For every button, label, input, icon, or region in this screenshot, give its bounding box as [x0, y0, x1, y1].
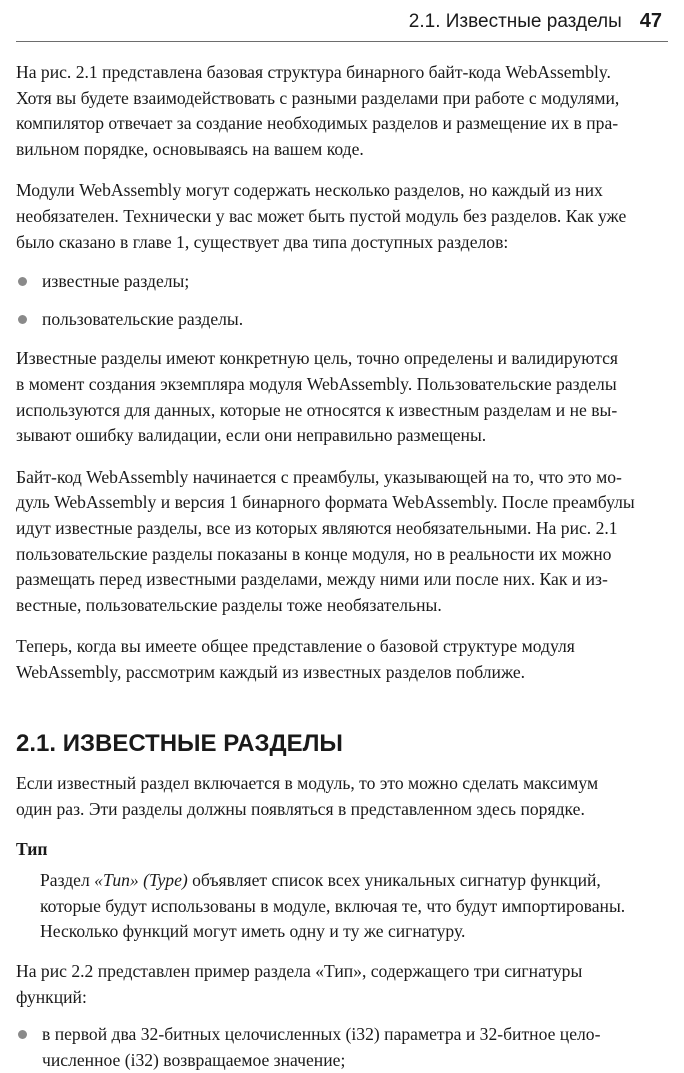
text-line: На рис 2.2 представлен пример раздела «Тип», содержащего три сигнатуры [16, 961, 583, 982]
paragraph-1 [16, 60, 670, 162]
text-line: Несколько функций могут иметь одну и ту же сигнатуру. [40, 921, 466, 942]
header-rule [16, 41, 668, 42]
section-title: 2.1. ИЗВЕСТНЫЕ РАЗДЕЛЫ [16, 730, 343, 758]
text-line: вильном порядке, основываясь на вашем коде. [16, 138, 364, 159]
paragraph-4 [16, 465, 670, 619]
text-line: один раз. Эти разделы должны появляться в представленном здесь порядке. [16, 799, 585, 820]
list-item [16, 1022, 670, 1073]
text-line: в момент создания экземпляра модуля WebAssembly. Пользовательские разделы [16, 373, 617, 394]
text-line: Хотя вы будете взаимодействовать с разными разделами при работе с модулями, [16, 87, 620, 108]
text-line: пользовательские разделы. [42, 308, 244, 329]
bullet-icon [18, 1030, 27, 1039]
text-line: Известные разделы имеют конкретную цель, точно определены и валидируются [16, 348, 619, 369]
text-line: компилятор отвечает за создание необходимых разделов и размещение их в пра- [16, 113, 619, 134]
text-line: зывают ошибку валидации, если они неправильно размещены. [16, 425, 487, 446]
text-line [40, 868, 670, 894]
type-definition [16, 868, 670, 945]
text-line: используются для данных, которые не относятся к известным разделам и не вы- [16, 399, 618, 420]
text-line: идут известные разделы, все из которых являются необязательными. На рис. 2.1 [16, 517, 618, 538]
running-title: 2.1. Известные разделы [408, 11, 622, 32]
def-rest: объявляет список всех уникальных сигнатур функций, [187, 870, 601, 891]
text-line: которые будут использованы в модуле, включая те, что будут импортированы. [40, 895, 626, 916]
text-line: необязателен. Технически у вас может быть пустой модуль без разделов. Как уже [16, 205, 627, 226]
page-body [16, 60, 670, 1073]
text-line: Модули WebAssembly могут содержать несколько разделов, но каждый из них [16, 180, 603, 201]
list-item [16, 269, 670, 295]
section-intro [16, 771, 670, 822]
def-prefix: Раздел [40, 870, 95, 891]
text-line: численное (i32) возвращаемое значение; [42, 1049, 346, 1070]
bullet-icon [18, 315, 27, 324]
paragraph-2 [16, 178, 670, 255]
text-line: размещать перед известными разделами, между ними или после них. Как и из- [16, 569, 608, 590]
text-line: Теперь, когда вы имеете общее представление о базовой структуре модуля [16, 636, 575, 657]
paragraph-5 [16, 634, 670, 685]
paragraph-6 [16, 959, 670, 1010]
text-line: пользовательские разделы показаны в конце модуля, но в реальности их можно [16, 543, 612, 564]
text-line: Если известный раздел включается в модуль, то это можно сделать максимум [16, 773, 599, 794]
text-line: WebAssembly, рассмотрим каждый из известных разделов поближе. [16, 661, 526, 682]
text-line: в первой два 32-битных целочисленных (i32) параметра и 32-битное цело- [42, 1024, 601, 1045]
subsection-heading: Тип [16, 838, 48, 859]
text-line: было сказано в главе 1, существует два типа доступных разделов: [16, 231, 509, 252]
text-line: известные разделы; [42, 271, 190, 292]
text-line: вестные, пользовательские разделы тоже необязательны. [16, 594, 442, 615]
text-line: На рис. 2.1 представлена базовая структура бинарного байт-кода WebAssembly. [16, 62, 611, 82]
text-line: Байт-код WebAssembly начинается с преамбулы, указывающей на то, что это мо- [16, 466, 622, 487]
running-head [409, 10, 662, 33]
paragraph-3 [16, 346, 670, 448]
text-line: дуль WebAssembly и версия 1 бинарного формата WebAssembly. После преамбулы [16, 492, 635, 513]
list-item [16, 307, 670, 333]
def-term: «Тип» (Type) [94, 870, 188, 891]
bullet-icon [18, 277, 27, 286]
text-line: функций: [16, 986, 87, 1007]
page-number: 47 [639, 10, 662, 32]
